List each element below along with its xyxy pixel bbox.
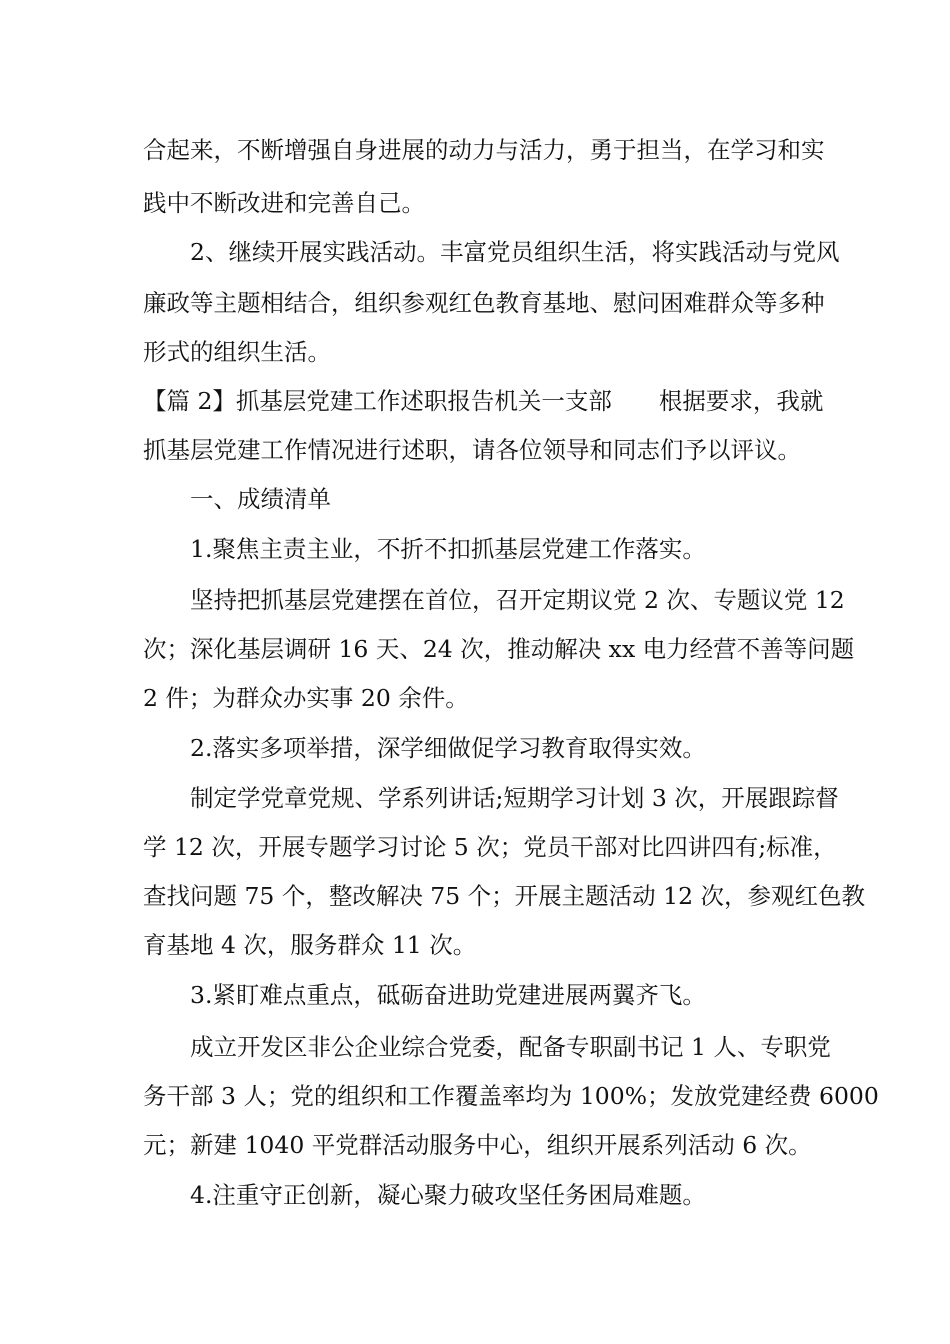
- text-line: 元；新建 1040 平党群活动服务中心，组织开展系列活动 6 次。: [143, 1131, 812, 1159]
- text-line: 合起来，不断增强自身进展的动力与活力，勇于担当，在学习和实: [143, 136, 825, 164]
- text-line: 查找问题 75 个，整改解决 75 个；开展主题活动 12 次，参观红色教: [143, 882, 866, 910]
- text-line: 育基地 4 次，服务群众 11 次。: [143, 931, 477, 959]
- text-line: 廉政等主题相结合，组织参观红色教育基地、慰问困难群众等多种: [143, 289, 825, 317]
- text-line: 2 件；为群众办实事 20 余件。: [143, 684, 469, 712]
- text-line: 坚持把抓基层党建摆在首位，召开定期议党 2 次、专题议党 12: [190, 586, 845, 614]
- text-line: 2、继续开展实践活动。丰富党员组织生活，将实践活动与党风: [190, 238, 840, 266]
- text-line: 学 12 次，开展专题学习讨论 5 次；党员干部对比四讲四有;标准，: [143, 833, 837, 861]
- text-line: 践中不断改进和完善自己。: [143, 189, 425, 217]
- subsection-heading: 4.注重守正创新，凝心聚力破攻坚任务困局难题。: [190, 1181, 706, 1209]
- text-line: 形式的组织生活。: [143, 338, 331, 366]
- subsection-heading: 1.聚焦主责主业，不折不扣抓基层党建工作落实。: [190, 535, 706, 563]
- text-line: 次；深化基层调研 16 天、24 次，推动解决 xx 电力经营不善等问题: [143, 635, 855, 663]
- text-line: 抓基层党建工作情况进行述职，请各位领导和同志们予以评议。: [143, 436, 801, 464]
- section-heading: 一、成绩清单: [190, 485, 331, 513]
- text-line: 【篇 2】抓基层党建工作述职报告机关一支部 根据要求，我就: [143, 387, 824, 415]
- subsection-heading: 3.紧盯难点重点，砥砺奋进助党建进展两翼齐飞。: [190, 981, 706, 1009]
- text-line: 务干部 3 人；党的组织和工作覆盖率均为 100%；发放党建经费 6000: [143, 1082, 879, 1110]
- text-line: 制定学党章党规、学系列讲话;短期学习计划 3 次，开展跟踪督: [190, 784, 839, 812]
- text-line: 成立开发区非公企业综合党委，配备专职副书记 1 人、专职党: [190, 1033, 831, 1061]
- subsection-heading: 2.落实多项举措，深学细做促学习教育取得实效。: [190, 734, 706, 762]
